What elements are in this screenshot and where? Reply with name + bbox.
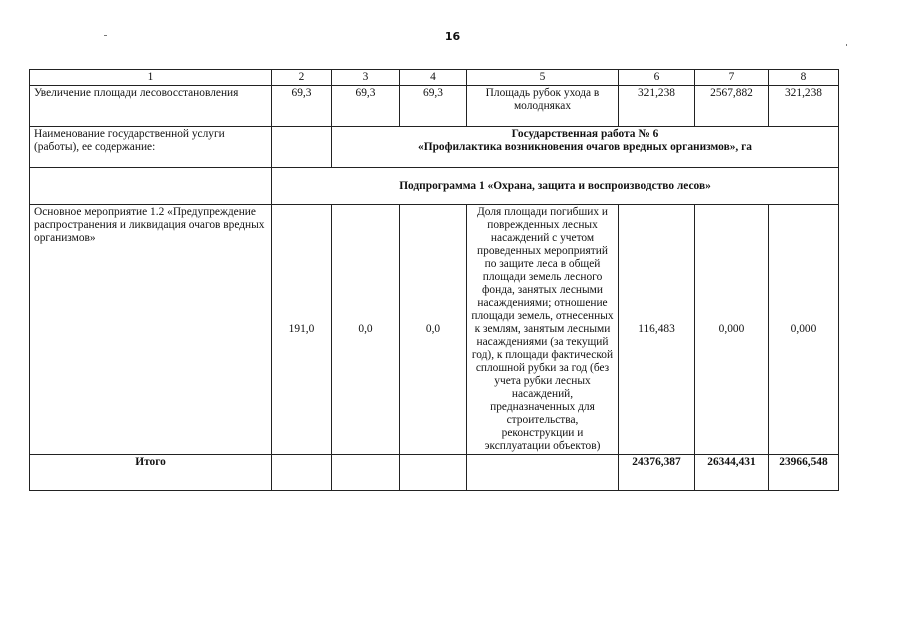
value-cell: 2567,882 bbox=[695, 86, 769, 127]
table-row bbox=[30, 168, 839, 205]
work-title-cell bbox=[332, 127, 839, 168]
work-title: Государственная работа № 6 bbox=[511, 128, 659, 140]
indicator-cell: Доля площади погибших и поврежденных лесных насаждений с учетом проведенных мероприятий по защите леса в общей площади земель лесного фонда, занятых лесными насаждениями; отношение площади земель, отнесенных к землям, занятым лесными насаждениями (за текущий год), к площади фактической сплошной рубки за год (без учета рубки лесных насаждений, предназначенных для строительства, реконструкции и эксплуатации объектов) bbox=[467, 205, 619, 455]
value-cell: 0,000 bbox=[695, 205, 769, 455]
total-value-cell: 26344,431 bbox=[695, 455, 769, 491]
value-cell: 69,3 bbox=[332, 86, 400, 127]
table-row bbox=[30, 205, 839, 455]
column-number: 2 bbox=[272, 70, 332, 86]
indicators-table bbox=[29, 69, 839, 491]
work-name: «Профилактика возникновения очагов вредных организмов», га bbox=[418, 141, 752, 153]
service-label-cell: Наименование государственной услуги (работы), ее содержание: bbox=[30, 127, 272, 168]
page-number: 16 bbox=[444, 30, 461, 43]
measure-name-cell: Основное мероприятие 1.2 «Предупреждение распространения и ликвидация очагов вредных организмов» bbox=[30, 205, 272, 455]
table-row bbox=[30, 127, 839, 168]
empty-cell bbox=[272, 455, 332, 491]
column-number: 3 bbox=[332, 70, 400, 86]
value-cell: 191,0 bbox=[272, 205, 332, 455]
empty-cell bbox=[400, 455, 467, 491]
empty-cell bbox=[30, 168, 272, 205]
column-number: 8 bbox=[769, 70, 839, 86]
table-row bbox=[30, 86, 839, 127]
value-cell: 0,0 bbox=[332, 205, 400, 455]
empty-cell bbox=[467, 455, 619, 491]
column-number: 4 bbox=[400, 70, 467, 86]
value-cell: 69,3 bbox=[272, 86, 332, 127]
value-cell: 0,000 bbox=[769, 205, 839, 455]
value-cell: 69,3 bbox=[400, 86, 467, 127]
column-number-row bbox=[30, 70, 839, 86]
value-cell: 116,483 bbox=[619, 205, 695, 455]
total-value-cell: 23966,548 bbox=[769, 455, 839, 491]
value-cell: 0,0 bbox=[400, 205, 467, 455]
column-number: 5 bbox=[467, 70, 619, 86]
empty-cell bbox=[272, 127, 332, 168]
indicator-cell: Площадь рубок ухода в молодняках bbox=[467, 86, 619, 127]
row-name-cell: Увеличение площади лесовосстановления bbox=[30, 86, 272, 127]
column-number: 1 bbox=[30, 70, 272, 86]
value-cell: 321,238 bbox=[769, 86, 839, 127]
column-number: 7 bbox=[695, 70, 769, 86]
scan-speck bbox=[846, 44, 847, 46]
subprogram-title: Подпрограмма 1 «Охрана, защита и воспроизводство лесов» bbox=[272, 168, 839, 205]
total-label: Итого bbox=[30, 455, 272, 491]
total-value-cell: 24376,387 bbox=[619, 455, 695, 491]
column-number: 6 bbox=[619, 70, 695, 86]
total-row bbox=[30, 455, 839, 491]
empty-cell bbox=[332, 455, 400, 491]
value-cell: 321,238 bbox=[619, 86, 695, 127]
scan-speck bbox=[104, 35, 107, 36]
